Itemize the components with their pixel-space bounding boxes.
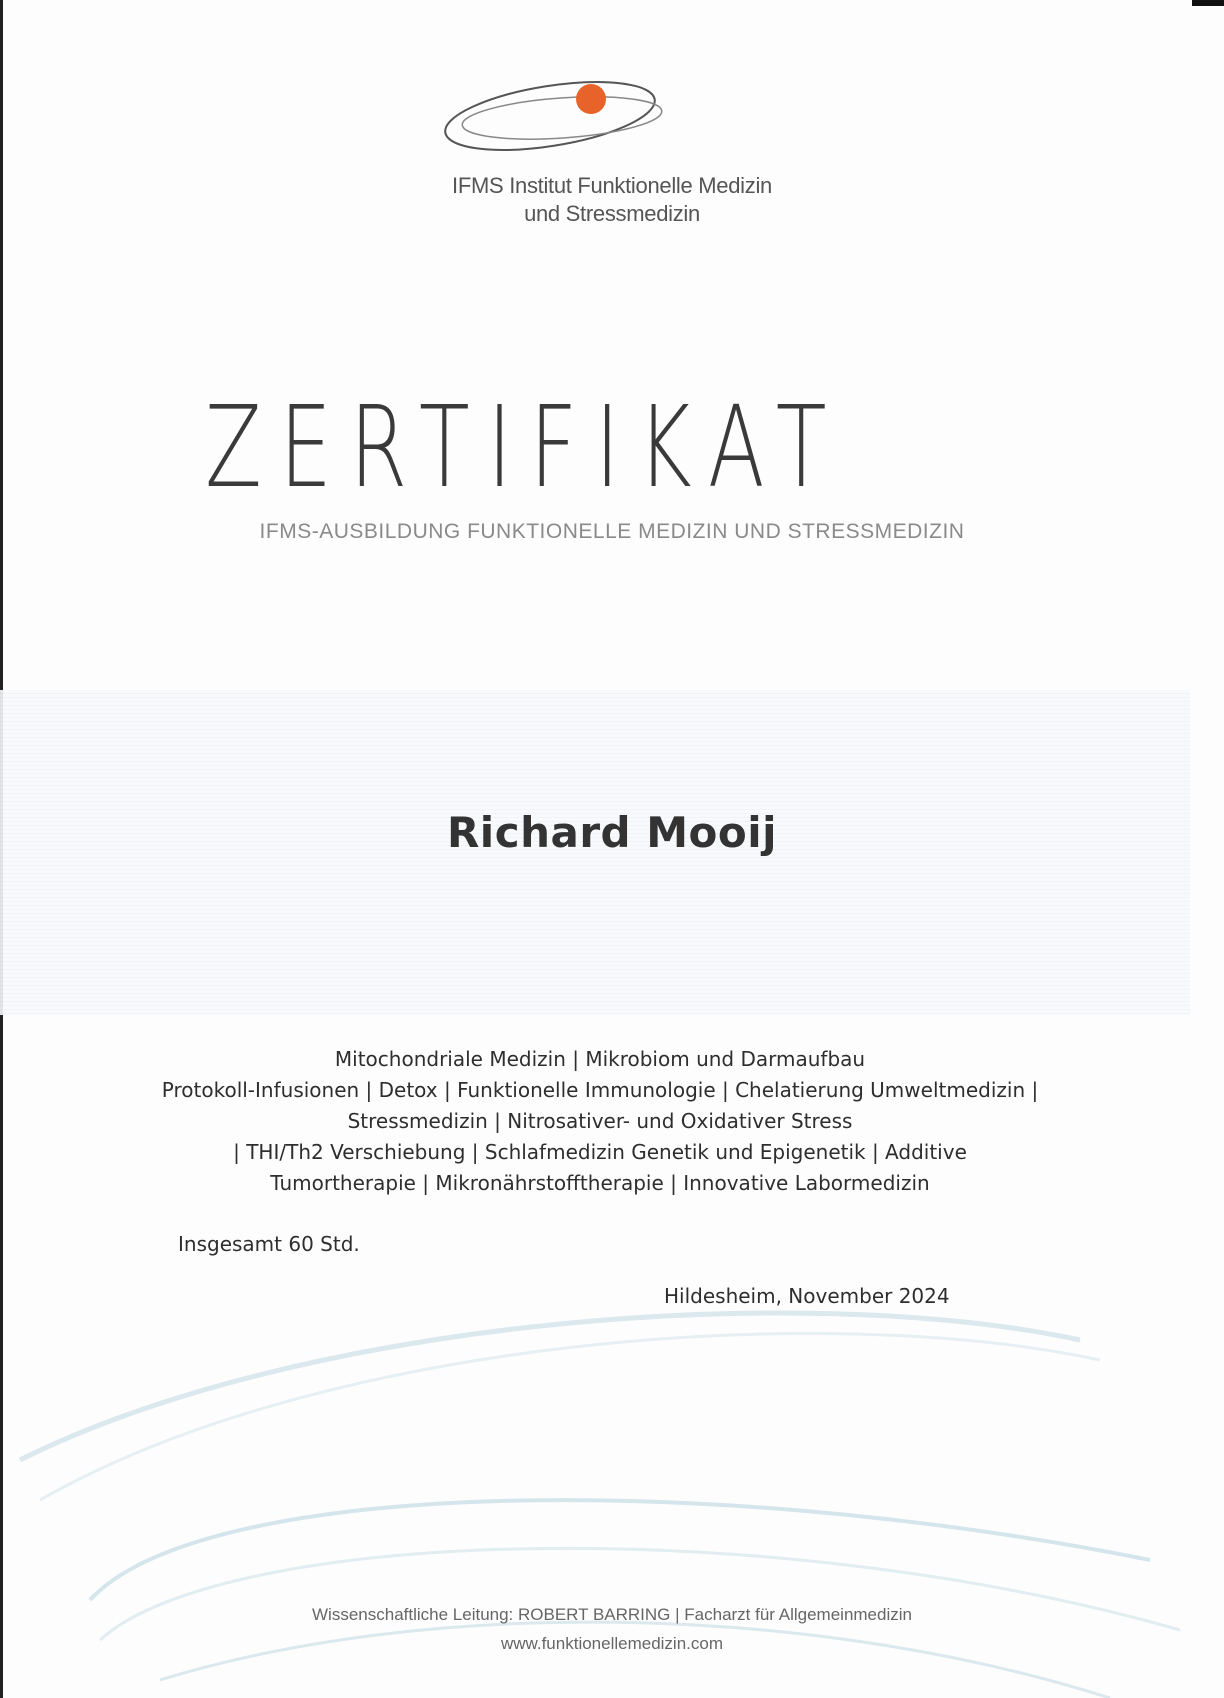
place-date: Hildesheim, November 2024 bbox=[664, 1284, 950, 1308]
logo-orange-dot bbox=[576, 84, 606, 114]
total-hours: Insgesamt 60 Std. bbox=[178, 1232, 360, 1256]
topics-line: Protokoll-Infusionen | Detox | Funktionelle Immunologie | Chelatierung Umweltmedizin | bbox=[161, 1078, 1039, 1102]
scan-mark bbox=[1192, 0, 1224, 6]
footer-website: www.funktionellemedizin.com bbox=[500, 1634, 724, 1653]
footer-leadership: Wissenschaftliche Leitung: ROBERT BARRING | Facharzt für Allgemeinmedizin bbox=[312, 1605, 912, 1624]
certificate-title: ZERTIFIKAT bbox=[205, 383, 845, 513]
certificate-subtitle: IFMS-AUSBILDUNG FUNKTIONELLE MEDIZIN UND STRESSMEDIZIN bbox=[259, 520, 965, 543]
topics-line: Tumortherapie | Mikronährstofftherapie | Innovative Labormedizin bbox=[270, 1171, 930, 1195]
institute-name: IFMS Institut Funktionelle Medizin bbox=[452, 173, 772, 198]
recipient-name: Richard Mooij bbox=[446, 808, 778, 857]
institute-name-line2: und Stressmedizin bbox=[524, 201, 700, 226]
ifms-logo bbox=[438, 68, 682, 160]
topics-line: Stressmedizin | Nitrosativer- und Oxidativer Stress bbox=[347, 1109, 853, 1133]
topics-line: Mitochondriale Medizin | Mikrobiom und Darmaufbau bbox=[334, 1047, 866, 1071]
topics-line: | THI/Th2 Verschiebung | Schlafmedizin Genetik und Epigenetik | Additive bbox=[233, 1140, 967, 1164]
topics-list bbox=[130, 1044, 1070, 1199]
